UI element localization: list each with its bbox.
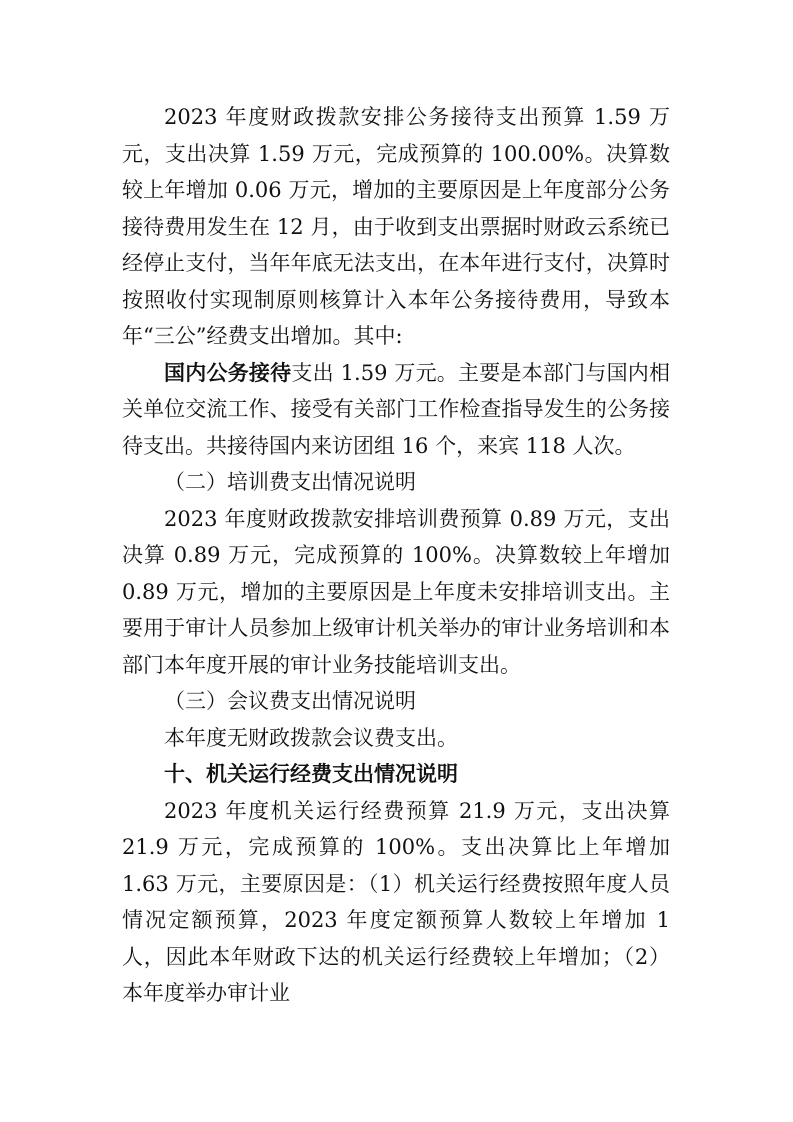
- paragraph-meeting-expense: 本年度无财政拨款会议费支出。: [164, 725, 458, 750]
- paragraph-domestic-reception: [122, 355, 670, 465]
- domestic-reception-label: 国内公务接待: [164, 359, 292, 385]
- paragraph-reception-expense: 2023 年度财政拨款安排公务接待支出预算 1.59 万元，支出决算 1.59 万元，完成预算的 100.00%。决算数较上年增加 0.06 万元，增加的主要原因是上年度部分公务接待费用发生在 12 月，由于收到支出票据时财政云系统已经停止支付，当年年底无法支出，在本年进行支付，决算时按照收付实现制原则核算计入本年公务接待费用，导致本年“三公”经费支出增加。其中:: [122, 105, 670, 348]
- domestic-reception-text: 支出 1.59 万元。主要是本部门与国内相关单位交流工作、接受有关部门工作检查指导发生的公务接待支出。共接待国内来访团组 16 个，来宾 118 人次。: [122, 360, 671, 458]
- paragraph-operating-expense: 2023 年度机关运行经费预算 21.9 万元，支出决算 21.9 万元，完成预算的 100%。支出决算比上年增加 1.63 万元，主要原因是：（1）机关运行经费按照年度人员情况定额预算，2023 年度定额预算人数较上年增加 1 人，因此本年财政下达的机关运行经费较上年增加；（2）本年度举办审计业: [122, 798, 670, 1005]
- paragraph-training-expense: 2023 年度财政拨款安排培训费预算 0.89 万元，支出决算 0.89 万元，完成预算的 100%。决算数较上年增加 0.89 万元，增加的主要原因是上年度未安排培训支出。主要用于审计人员参加上级审计机关举办的审计业务培训和本部门本年度开展的审计业务技能培训支出。: [122, 506, 670, 677]
- section-heading-operating-expense: 十、机关运行经费支出情况说明: [164, 762, 458, 786]
- subheading-meeting-expense: （三）会议费支出情况说明: [164, 689, 416, 713]
- document-body: [122, 99, 670, 1012]
- subheading-training-expense: （二）培训费支出情况说明: [164, 470, 416, 494]
